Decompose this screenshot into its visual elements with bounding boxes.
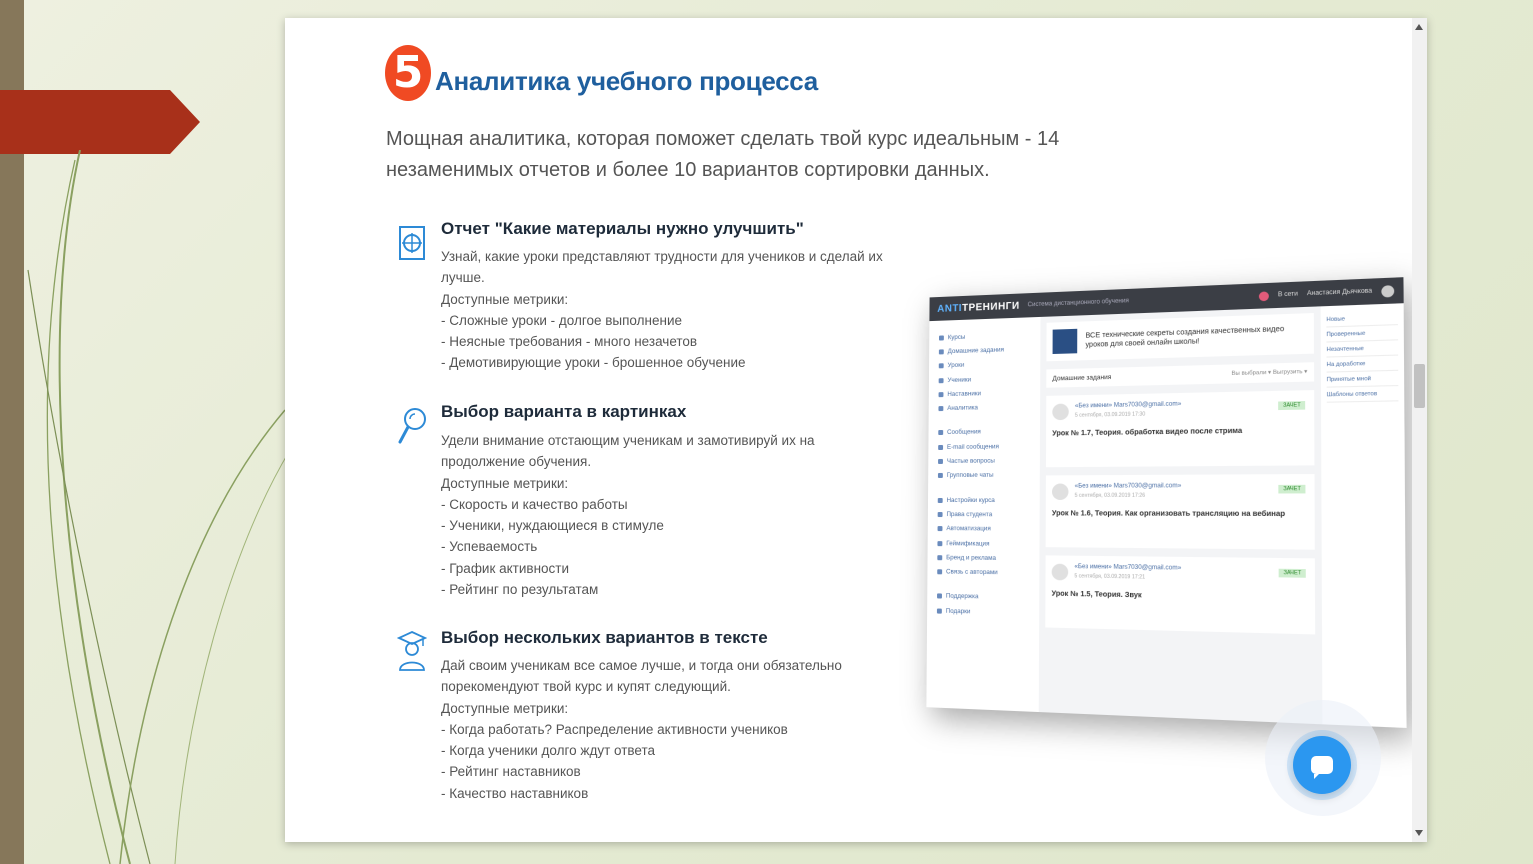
mockup-sidebar-item: Связь с авторами (937, 565, 1039, 581)
feature-line: - Демотивирующие уроки - брошенное обучение (441, 355, 746, 371)
mockup-sidebar-item: Уроки (939, 356, 1041, 373)
feature-line: Доступные метрики: (441, 700, 569, 716)
feature-line: - Когда ученики долго ждут ответа (441, 743, 656, 759)
feature-line: - Неясные требования - много незачетов (441, 334, 698, 350)
feature-line: лучше. (441, 270, 485, 286)
mockup-sidebar-item: Частые вопросы (938, 453, 1040, 468)
mockup-sidebar-item: Подарки (937, 604, 1039, 621)
mockup-user-area (1259, 285, 1394, 302)
feature-line: - Рейтинг наставников (441, 764, 581, 780)
feature-line: Доступные метрики: (441, 475, 569, 491)
mockup-sidebar-item: Наставники (939, 385, 1041, 402)
subtitle-line: Мощная аналитика, которая поможет сделать твой курс идеальным - 14 (386, 128, 1060, 150)
mockup-sidebar-item: Курсы (939, 327, 1041, 345)
magnifier-icon (397, 406, 427, 448)
notification-icon (1259, 291, 1269, 301)
feature-description (441, 655, 842, 804)
page-title: Аналитика учебного процесса (435, 66, 818, 96)
graduate-icon (397, 630, 427, 674)
mockup-sidebar-item: Права студента (938, 507, 1040, 522)
web-page-screenshot (285, 18, 1427, 842)
status-badge: ЗАЧЕТ (1279, 569, 1306, 578)
page-subtitle (386, 124, 1066, 186)
feature-line: - График активности (441, 560, 570, 576)
feature-description (441, 430, 815, 600)
feature-line: Доступные метрики: (441, 291, 569, 307)
mockup-tagline: Система дистанционного обучения (1027, 298, 1129, 309)
mockup-logo: ANTIТРЕНИНГИ (937, 300, 1020, 315)
mockup-sidebar-item: Сообщения (938, 424, 1040, 440)
mockup-homework-header: Домашние задания Вы выбрали ▾ Выгрузить ▾ (1046, 362, 1314, 388)
avatar (1052, 404, 1068, 421)
avatar (1381, 285, 1394, 297)
scroll-down-arrow-icon[interactable] (1415, 830, 1423, 836)
scroll-up-arrow-icon[interactable] (1415, 24, 1423, 30)
feature-description (441, 246, 883, 374)
mockup-online-status: В сети (1277, 291, 1298, 299)
mockup-sidebar-item: E-mail сообщения (938, 439, 1040, 455)
mockup-homework-card: «Без имени» Mars7030@gmail.com» 5 сентября, 03.09.2019 17:30 ЗАЧЕТ Урок № 1.7, Теория. обработка видео после стрима (1046, 390, 1315, 467)
mockup-sidebar-item: Домашние задания (939, 342, 1041, 360)
target-icon (397, 223, 427, 263)
scrollbar-thumb[interactable] (1414, 364, 1425, 408)
feature-line: - Качество наставников (441, 785, 589, 801)
video-thumbnail (1053, 329, 1078, 354)
app-mockup-screenshot (926, 277, 1406, 728)
status-badge: ЗАЧЕТ (1279, 485, 1306, 494)
feature-title: Отчет "Какие материалы нужно улучшить" (441, 219, 804, 238)
feature-title: Выбор нескольких вариантов в тексте (441, 628, 768, 647)
mockup-sidebar-item: Автоматизация (937, 522, 1039, 537)
red-arrow-shape (0, 90, 202, 154)
mockup-sidebar-item: Бренд и реклама (937, 550, 1039, 566)
feature-title: Выбор варианта в картинках (441, 402, 687, 421)
feature-line: порекомендуют твой курс и купят следующий. (441, 679, 731, 695)
section-number-badge: 5 (385, 45, 431, 101)
feature-line: - Рейтинг по результатам (441, 582, 599, 598)
status-badge: ЗАЧЕТ (1278, 401, 1305, 410)
feature-line: Узнай, какие уроки представляют трудности для учеников и сделай их (441, 249, 883, 264)
mockup-sidebar-item: Аналитика (938, 400, 1040, 416)
decorative-curves (0, 150, 300, 864)
mockup-sidebar-item: Поддержка (937, 589, 1039, 606)
chat-button[interactable] (1293, 736, 1351, 794)
avatar (1052, 484, 1069, 500)
feature-line: - Скорость и качество работы (441, 496, 628, 512)
mockup-sidebar-item: Ученики (939, 370, 1041, 387)
mockup-homework-card: «Без имени» Mars7030@gmail.com» 5 сентября, 03.09.2019 17:21 ЗАЧЕТ Урок № 1.5, Теория. Звук (1045, 555, 1315, 634)
subtitle-line: незаменимых отчетов и более 10 вариантов сортировки данных. (386, 159, 990, 181)
mockup-main (1039, 306, 1323, 724)
mockup-homework-card: «Без имени» Mars7030@gmail.com» 5 сентября, 03.09.2019 17:26 ЗАЧЕТ Урок № 1.6, Теория. Как организовать трансляцию на вебинар (1046, 474, 1315, 550)
mockup-user-name: Анастасия Дьячкова (1306, 288, 1373, 298)
vertical-scrollbar[interactable] (1412, 18, 1427, 842)
feature-line: Дай своим ученикам все самое лучше, и тогда они обязательно (441, 658, 842, 673)
chat-bubble-icon (1311, 756, 1333, 774)
feature-line: Удели внимание отстающим ученикам и замотивируй их на (441, 433, 815, 448)
mockup-sidebar-item: Настройки курса (938, 493, 1040, 508)
mockup-sidebar-item: Групповые чаты (938, 468, 1040, 483)
feature-line: продолжение обучения. (441, 454, 592, 470)
mockup-banner: ВСЕ технические секреты создания качественных видео уроков для своей онлайн школы! (1046, 313, 1314, 361)
mockup-sidebar (926, 317, 1040, 712)
mockup-filter-menu: Новые Проверенные Незачтенные На доработке Принятые мной Шаблоны ответов (1321, 303, 1407, 728)
feature-line: - Когда работать? Распределение активности учеников (441, 721, 788, 737)
feature-line: - Сложные уроки - долгое выполнение (441, 312, 682, 328)
avatar (1052, 564, 1069, 581)
feature-line: - Ученики, нуждающиеся в стимуле (441, 518, 664, 534)
mockup-sidebar-item: Геймификация (937, 536, 1039, 551)
feature-line: - Успеваемость (441, 539, 538, 555)
